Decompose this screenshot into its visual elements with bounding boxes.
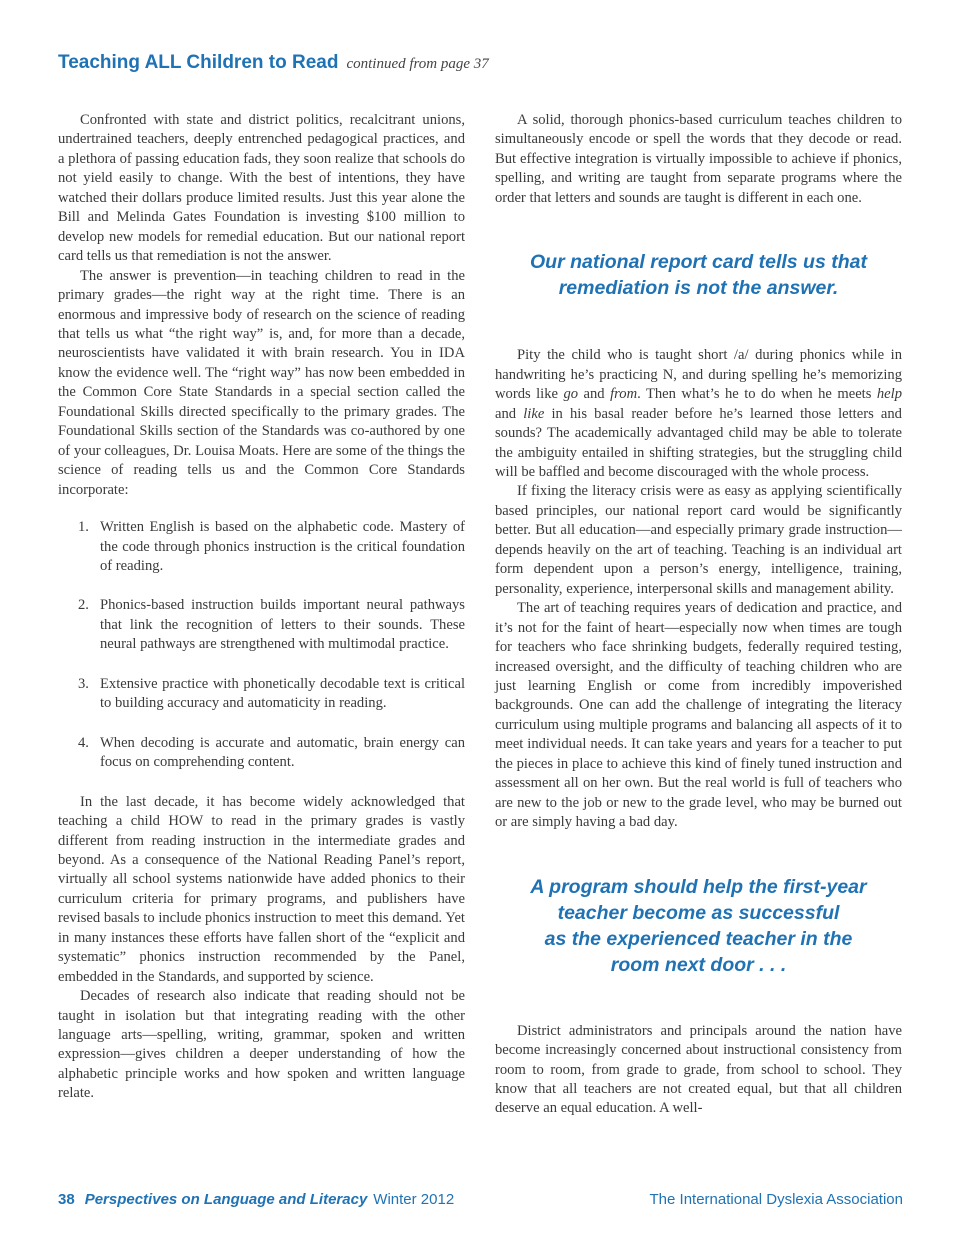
paragraph: District administrators and principals around the nation have become increasingly concerned about instructional consistency from room to room, from grade to grade, from school to school. They know that all teachers are not created equal, but that all children deserve an equal education. A well-	[495, 1022, 902, 1117]
pull-quote-line: A program should help the first-year	[530, 875, 867, 898]
organization-name: The International Dyslexia Association	[649, 1191, 903, 1208]
page-number: 38	[58, 1191, 75, 1208]
italic-word: help	[876, 386, 903, 403]
pull-quote-line: room next door . . .	[610, 953, 787, 976]
italic-word: like	[523, 405, 545, 422]
pull-quote: Our national report card tells us that remediation is not the answer.	[530, 251, 867, 300]
article-title: Teaching ALL Children to Read	[58, 52, 339, 73]
pull-quote-line: as the experienced teacher in the	[544, 927, 853, 950]
pull-quote-line: teacher become as successful	[557, 901, 840, 924]
list-item	[58, 734, 465, 773]
running-header	[58, 52, 489, 74]
paragraph: Pity the child who is taught short /a/ during phonics while in handwriting he’s practicing N, and during spelling he’s memorizing words like go and from. Then what’s he to do when he meets help and like in his basal reader before he’s learned those letters and sounds? The academically advantaged child may be able to tolerate the ambiguity entailed in shifting strategies, but the struggling child will be baffled and become discouraged with the whole process.	[495, 347, 903, 480]
list-item	[58, 675, 465, 714]
right-column	[495, 111, 902, 1119]
page-footer	[58, 1191, 903, 1208]
list-number: 2.	[78, 597, 89, 614]
italic-word: from	[610, 386, 638, 403]
list-item-text: Extensive practice with phonetically decodable text is critical to building accuracy and automaticity in reading.	[100, 675, 465, 712]
list-item	[58, 596, 465, 654]
issue-season: Winter 2012	[373, 1191, 455, 1208]
list-item-text: Written English is based on the alphabetic code. Mastery of the code through phonics instruction is the critical foundation of reading.	[100, 519, 465, 574]
left-column	[58, 111, 465, 1104]
paragraph: The answer is prevention—in teaching children to read in the primary grades—the right way at the right time. There is an enormous and impressive body of research on the science of reading that tells us what “the right way” is, and, for more than a decade, neuroscientists have validated it with brain research. You in IDA know the evidence well. The “right way” has now been embedded in the Common Core State Standards in a special section called the Foundational Skills directed specifically to the primary grades. The Foundational Skills section of the Standards was co-authored by one of your colleagues, Dr. Louisa Moats. Here are some of the things the science of reading tells us and the Common Core Standards incorporate:	[58, 267, 465, 498]
paragraph: If fixing the literacy crisis were as easy as applying scientifically based principles, our national report card would be significantly better. But all education—and especially primary grade instruction—depends heavily on the art of teaching. Teaching is an individual art form dependent upon a person’s energy, intelligence, training, personality, experience, interpersonal skills and management ability.	[495, 483, 902, 597]
paragraph: The art of teaching requires years of dedication and practice, and it’s not for the faint of heart—especially now when times are tough for teachers who face shrinking budgets, federally required testing, increased oversight, and the difficulty of teaching children who are just learning English or come from incredibly impoverished backgrounds. One can add the challenge of integrating the literacy curriculum using multiple programs and balancing all aspects of it to meet individual needs. It can take years and years for a teacher to put the pieces in place to achieve this kind of finely tuned instruction and assessment all on her own. But the real world is full of teachers who are new to the job or new to the grade level, who may be burned out or are simply having a bad day.	[495, 600, 902, 831]
pull-quote	[505, 874, 892, 978]
italic-word: go	[563, 386, 579, 403]
paragraph: Decades of research also indicate that reading should not be taught in isolation but that integrating reading with the other language arts—spelling, writing, grammar, spoken and written expression—gives children a deeper understanding of how the alphabetic principle works and how spoken and written language relate.	[58, 988, 465, 1102]
list-item-text: When decoding is accurate and automatic, brain energy can focus on comprehending content.	[100, 734, 465, 771]
paragraph: A solid, thorough phonics-based curriculum teaches children to simultaneously encode or spell the words that they decode or read. But effective integration is virtually impossible to achieve if phonics, spelling, and writing are taught from separate programs where the order that letters and sounds are taught is different in each one.	[495, 112, 902, 206]
list-item	[58, 518, 465, 576]
list-item-text: Phonics-based instruction builds important neural pathways that link the recognition of letters to their sounds. These neural pathways are strengthened with multimodal practice.	[100, 597, 465, 653]
paragraph: Confronted with state and district politics, recalcitrant unions, undertrained teachers, deeply entrenched pedagogical practices, and a plethora of passing education fads, they soon realize that schools do not yield easily to change. With the best of intentions, they have watched their dollars produce limited results. Just this year alone the Bill and Melinda Gates Foundation is investing $100 million to develop new models for remedial education. But our national report card tells us that remediation is not the answer.	[58, 112, 465, 265]
list-number: 1.	[78, 519, 89, 536]
journal-name: Perspectives on Language and Literacy	[84, 1191, 368, 1208]
list-number: 3.	[78, 675, 89, 692]
paragraph: In the last decade, it has become widely acknowledged that teaching a child HOW to read in the primary grades is vastly different from reading instruction in the intermediate grades and beyond. As a consequence of the National Reading Panel’s report, virtually all school systems nationwide have added phonics to their curriculum criteria for primary programs, and publishers have revised basals to include phonics instruction to meet this demand. Yet in many instances these efforts have fallen short of the “explicit and systematic” phonics instruction recommended by the Panel, embedded in the Standards, and supported by science.	[58, 793, 465, 985]
continued-note: continued from page 37	[346, 56, 489, 72]
numbered-list	[58, 518, 465, 773]
list-number: 4.	[78, 734, 89, 751]
